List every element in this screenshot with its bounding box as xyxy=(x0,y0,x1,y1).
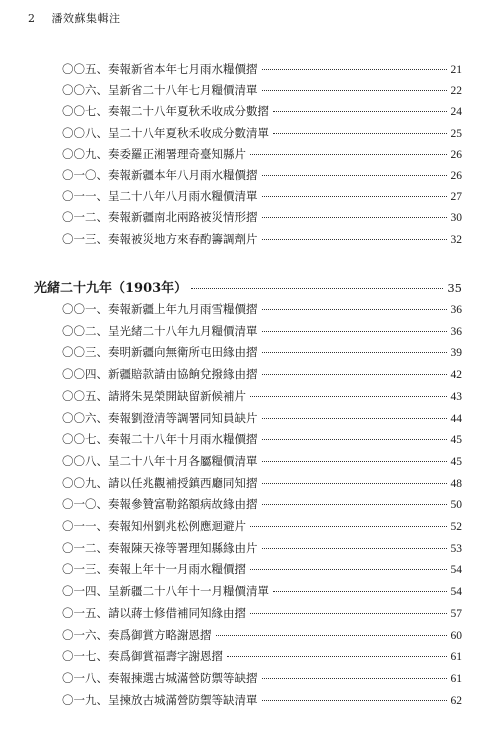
toc-entry xyxy=(62,146,462,162)
dot-leader xyxy=(191,288,443,289)
dot-leader xyxy=(262,239,447,240)
dot-leader xyxy=(262,352,447,353)
dot-leader xyxy=(262,504,447,505)
entry-page-number: 62 xyxy=(450,694,462,707)
entry-title: 〇一一、呈二十八年八月雨水糧價清單 xyxy=(62,189,258,204)
dot-leader xyxy=(273,591,447,592)
entry-title: 〇一五、請以蔣士修借補同知緣由摺 xyxy=(62,605,246,620)
dot-leader xyxy=(262,196,447,197)
entry-page-number: 61 xyxy=(450,672,462,685)
toc-entry xyxy=(62,167,462,183)
toc-entry xyxy=(62,648,462,664)
entry-title: 〇一一、奏報知州劉兆松例應迴避片 xyxy=(62,519,246,533)
toc-entry xyxy=(62,344,462,360)
toc-entry xyxy=(62,410,462,426)
entry-page-number: 26 xyxy=(450,148,462,161)
toc-entry xyxy=(62,518,462,534)
dot-leader xyxy=(262,700,447,701)
toc-entry xyxy=(62,540,462,556)
toc-entry xyxy=(62,583,462,599)
entry-title: 〇〇九、請以任兆觀補授鎮西廳同知摺 xyxy=(62,475,258,490)
entry-page-number: 22 xyxy=(450,85,462,98)
entry-title: 〇一二、奏報陳天祿等署理知縣緣由片 xyxy=(62,540,258,555)
dot-leader xyxy=(273,133,447,134)
dot-leader xyxy=(262,90,447,91)
entry-page-number: 45 xyxy=(450,434,462,447)
dot-leader xyxy=(262,439,447,440)
entry-page-number: 61 xyxy=(450,651,462,664)
entry-page-number: 57 xyxy=(450,607,462,620)
toc-entry xyxy=(62,82,462,98)
toc-entry xyxy=(62,209,462,225)
entry-title: 〇〇七、奏報二十八年十月雨水糧價摺 xyxy=(62,432,258,447)
entry-title: 〇一八、奏報揀選古城滿營防禦等缺摺 xyxy=(62,670,258,685)
entry-title: 〇〇六、奏報劉澄清等調署同知員缺片 xyxy=(62,410,258,425)
entry-page-number: 54 xyxy=(450,586,462,599)
toc-entry xyxy=(62,301,462,317)
entry-title: 〇〇九、奏委羅正湘署理奇臺知縣片 xyxy=(62,146,246,161)
entry-page-number: 26 xyxy=(450,170,462,182)
header-page-number: 2 xyxy=(28,12,36,25)
entry-title: 〇一七、奏爲御賞福壽字謝恩摺 xyxy=(62,649,223,664)
entry-page-number: 60 xyxy=(450,629,462,642)
dot-leader xyxy=(262,461,447,462)
entry-page-number: 39 xyxy=(450,347,462,360)
section-page-number: 35 xyxy=(447,281,462,295)
running-header xyxy=(28,10,121,26)
entry-title: 〇〇一、奏報新疆上年九月雨雪糧價摺 xyxy=(62,302,258,316)
dot-leader xyxy=(262,483,447,484)
toc-entry xyxy=(62,453,462,469)
toc-entry xyxy=(62,605,462,621)
entry-title: 〇一三、奏報被災地方來春酌籌調劑片 xyxy=(62,231,258,246)
toc-entry xyxy=(62,496,462,512)
dot-leader xyxy=(262,217,447,218)
entry-page-number: 48 xyxy=(450,477,462,490)
dot-leader xyxy=(262,548,447,549)
toc-entry xyxy=(62,561,462,577)
header-book-title: 潘效蘇集輯注 xyxy=(51,12,121,25)
entry-page-number: 45 xyxy=(450,455,462,468)
entry-page-number: 42 xyxy=(450,369,462,382)
dot-leader xyxy=(262,418,447,419)
entry-page-number: 43 xyxy=(450,390,462,403)
entry-title: 〇〇七、奏報二十八年夏秋禾收成分數摺 xyxy=(62,104,269,119)
entry-page-number: 25 xyxy=(450,127,462,140)
dot-leader xyxy=(227,656,447,657)
entry-title: 〇一六、奏爲御賞方略謝恩摺 xyxy=(62,627,212,642)
entry-page-number: 30 xyxy=(450,212,462,225)
entry-title: 〇〇五、請將朱晃榮開缺留新候補片 xyxy=(62,388,246,403)
toc-entry xyxy=(62,670,462,686)
entry-page-number: 54 xyxy=(450,564,462,577)
toc-entry xyxy=(62,231,462,247)
entry-title: 〇〇二、呈光緒二十八年九月糧價清單 xyxy=(62,323,258,338)
entry-title: 〇〇三、奏明新疆向無衛所屯田緣由摺 xyxy=(62,345,258,360)
dot-leader xyxy=(250,613,447,614)
dot-leader xyxy=(262,175,447,176)
entry-title: 〇一九、呈揀放古城滿營防禦等缺清單 xyxy=(62,692,258,707)
entry-title: 〇一三、奏報上年十一月雨水糧價摺 xyxy=(62,562,246,577)
entry-page-number: 27 xyxy=(450,191,462,204)
section-heading-row xyxy=(34,277,462,296)
entry-page-number: 44 xyxy=(450,412,462,425)
toc-entry xyxy=(62,366,462,382)
entry-page-number: 24 xyxy=(450,106,462,119)
toc-entry xyxy=(62,103,462,119)
entry-title: 〇〇六、呈新省二十八年七月糧價清單 xyxy=(62,83,258,98)
entry-title: 〇一四、呈新疆二十八年十一月糧價清單 xyxy=(62,584,269,599)
section-title: 光緒二十九年（1903年） xyxy=(34,281,188,296)
toc-entry xyxy=(62,61,462,77)
dot-leader xyxy=(250,526,447,527)
toc-entry xyxy=(62,125,462,141)
entry-page-number: 53 xyxy=(450,542,462,555)
dot-leader xyxy=(262,331,447,332)
entry-title: 〇〇四、新疆賠款請由協餉兌撥緣由摺 xyxy=(62,367,258,382)
entry-title: 〇一〇、奏報新疆本年八月雨水糧價摺 xyxy=(62,168,258,182)
entry-title: 〇一二、奏報新疆南北兩路被災情形摺 xyxy=(62,210,258,225)
toc-entry xyxy=(62,388,462,404)
entry-title: 〇〇五、奏報新省本年七月雨水糧價摺 xyxy=(62,62,258,76)
toc-entry xyxy=(62,431,462,447)
dot-leader xyxy=(250,154,447,155)
toc-entry xyxy=(62,692,462,708)
dot-leader xyxy=(250,569,447,570)
dot-leader xyxy=(250,396,447,397)
entry-title: 〇〇八、呈二十八年十月各屬糧價清單 xyxy=(62,453,258,468)
dot-leader xyxy=(273,111,447,112)
dot-leader xyxy=(262,69,447,70)
toc-entry xyxy=(62,475,462,491)
entry-page-number: 32 xyxy=(450,233,462,246)
entry-page-number: 36 xyxy=(450,304,462,316)
toc-entry xyxy=(62,323,462,339)
dot-leader xyxy=(216,635,447,636)
dot-leader xyxy=(262,678,447,679)
entry-page-number: 52 xyxy=(450,521,462,533)
dot-leader xyxy=(262,374,447,375)
entry-page-number: 50 xyxy=(450,499,462,512)
entry-title: 〇一〇、奏報參贊富勒銘額病故緣由摺 xyxy=(62,497,258,512)
entry-title: 〇〇八、呈二十八年夏秋禾收成分數清單 xyxy=(62,125,269,140)
toc-entry xyxy=(62,627,462,643)
entry-page-number: 36 xyxy=(450,325,462,338)
entry-page-number: 21 xyxy=(450,64,462,76)
dot-leader xyxy=(262,309,447,310)
toc-entry xyxy=(62,188,462,204)
